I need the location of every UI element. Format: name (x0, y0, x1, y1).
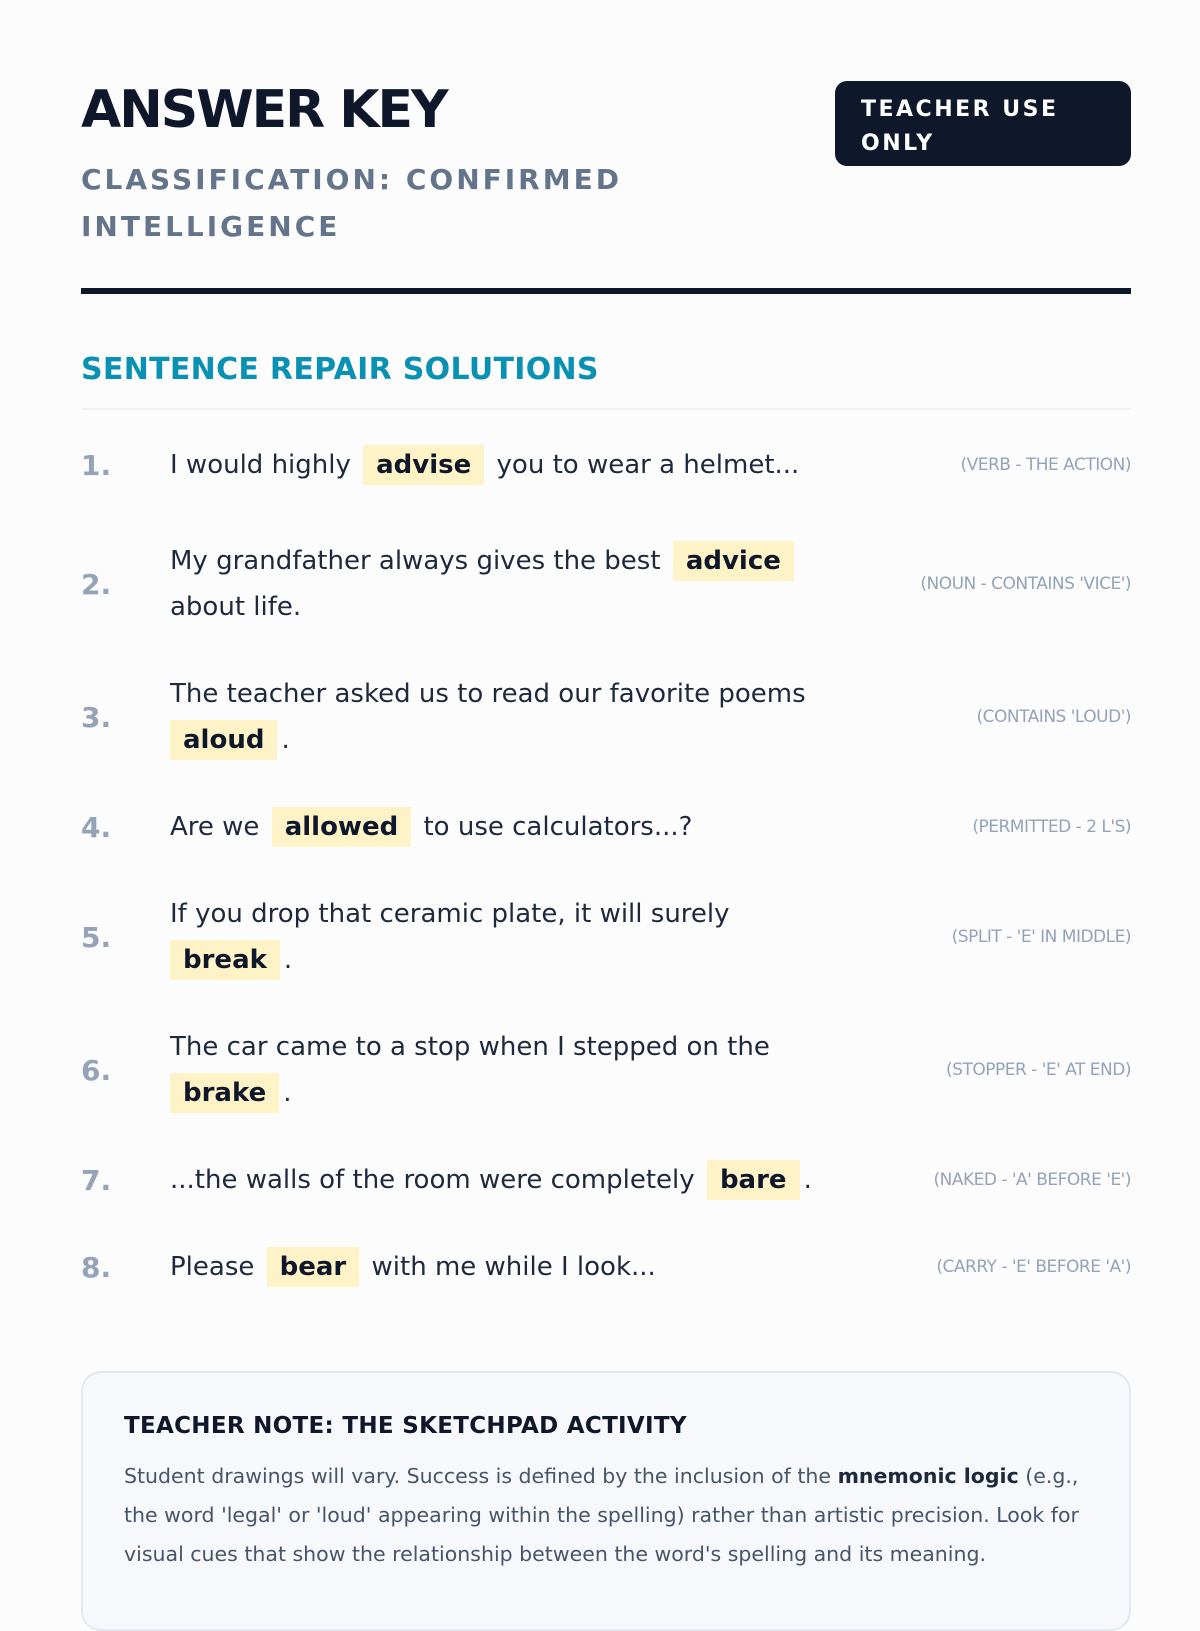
classification-label: CLASSIFICATION: CONFIRMED INTELLIGENCE (81, 163, 622, 243)
sentence-before: Please (170, 1252, 255, 1282)
answer-number: 6. (81, 1053, 112, 1087)
answer-highlight: advice (673, 541, 794, 581)
sentence-before: The car came to a stop when I stepped on the (170, 1032, 770, 1062)
sentence-after: . (283, 945, 293, 975)
answer-hint: (CONTAINS 'LOUD') (976, 707, 1131, 727)
answer-row (81, 1242, 1131, 1292)
answer-hint: (SPLIT - 'E' IN MIDDLE) (951, 927, 1131, 947)
answer-hint: (PERMITTED - 2 L'S) (972, 817, 1131, 837)
teacher-use-badge: TEACHER USE ONLY (835, 81, 1131, 166)
answer-sentence (170, 891, 830, 983)
teacher-note-body (124, 1457, 1089, 1574)
answer-highlight: brake (170, 1073, 279, 1113)
sentence-after: with me while I look... (371, 1252, 656, 1282)
sentence-before: Are we (170, 812, 260, 842)
answer-number: 5. (81, 920, 112, 954)
answer-hint: (NAKED - 'A' BEFORE 'E') (933, 1170, 1131, 1190)
answer-row (81, 802, 1131, 852)
answer-highlight: break (170, 940, 280, 980)
answer-sentence (170, 442, 830, 488)
sentence-before: My grandfather always gives the best (170, 546, 661, 576)
sentence-after: to use calculators...? (423, 812, 693, 842)
answer-number: 2. (81, 567, 112, 601)
answer-highlight: bear (267, 1247, 360, 1287)
teacher-note-title: TEACHER NOTE: THE SKETCHPAD ACTIVITY (124, 1413, 687, 1439)
teacher-note (81, 1371, 1131, 1631)
page-title: ANSWER KEY (81, 80, 447, 140)
answer-sentence (170, 1024, 830, 1116)
answer-row (81, 1024, 1131, 1116)
section-title: SENTENCE REPAIR SOLUTIONS (81, 352, 599, 387)
answer-sentence (170, 804, 830, 850)
answer-sentence (170, 671, 830, 763)
answer-hint: (STOPPER - 'E' AT END) (946, 1060, 1131, 1080)
sentence-before: If you drop that ceramic plate, it will surely (170, 899, 730, 929)
header-divider (81, 288, 1131, 294)
answer-row (81, 1155, 1131, 1205)
answer-highlight: aloud (170, 720, 277, 760)
answer-hint: (NOUN - CONTAINS 'VICE') (920, 574, 1131, 594)
answer-highlight: allowed (272, 807, 412, 847)
answer-highlight: advise (363, 445, 484, 485)
sentence-after: you to wear a helmet... (496, 450, 800, 480)
answer-hint: (CARRY - 'E' BEFORE 'A') (936, 1257, 1131, 1277)
sentence-after: . (281, 725, 290, 755)
answer-row (81, 440, 1131, 490)
answer-row (81, 891, 1131, 983)
answer-number: 8. (81, 1250, 112, 1284)
sentence-before: I would highly (170, 450, 351, 480)
sentence-after: about life. (170, 592, 302, 622)
answer-sentence (170, 1244, 830, 1290)
answer-number: 4. (81, 810, 112, 844)
note-text-before: Student drawings will vary. Success is defined by the inclusion of the (124, 1464, 832, 1488)
answer-highlight: bare (707, 1160, 800, 1200)
answer-row (81, 538, 1131, 630)
answer-sentence (170, 538, 830, 630)
answer-sentence (170, 1157, 830, 1203)
note-text-after: (e.g., the word 'legal' or 'loud' appearing within the spelling) rather than artistic precision. Look for visual cues that show the relationship between the word's spelling and its meaning. (124, 1464, 1079, 1566)
sentence-after: . (283, 1078, 292, 1108)
answer-hint: (VERB - THE ACTION) (960, 455, 1131, 475)
answer-number: 1. (81, 448, 112, 482)
answer-key-page (81, 0, 1131, 1566)
note-emphasis: mnemonic logic (837, 1464, 1019, 1488)
answer-row (81, 671, 1131, 763)
sentence-before: The teacher asked us to read our favorite poems (170, 679, 806, 709)
header (81, 0, 1131, 296)
answer-number: 7. (81, 1163, 112, 1197)
answer-number: 3. (81, 700, 112, 734)
section-divider (81, 408, 1131, 410)
sentence-before: ...the walls of the room were completely (170, 1165, 695, 1195)
sentence-after: . (803, 1165, 812, 1195)
